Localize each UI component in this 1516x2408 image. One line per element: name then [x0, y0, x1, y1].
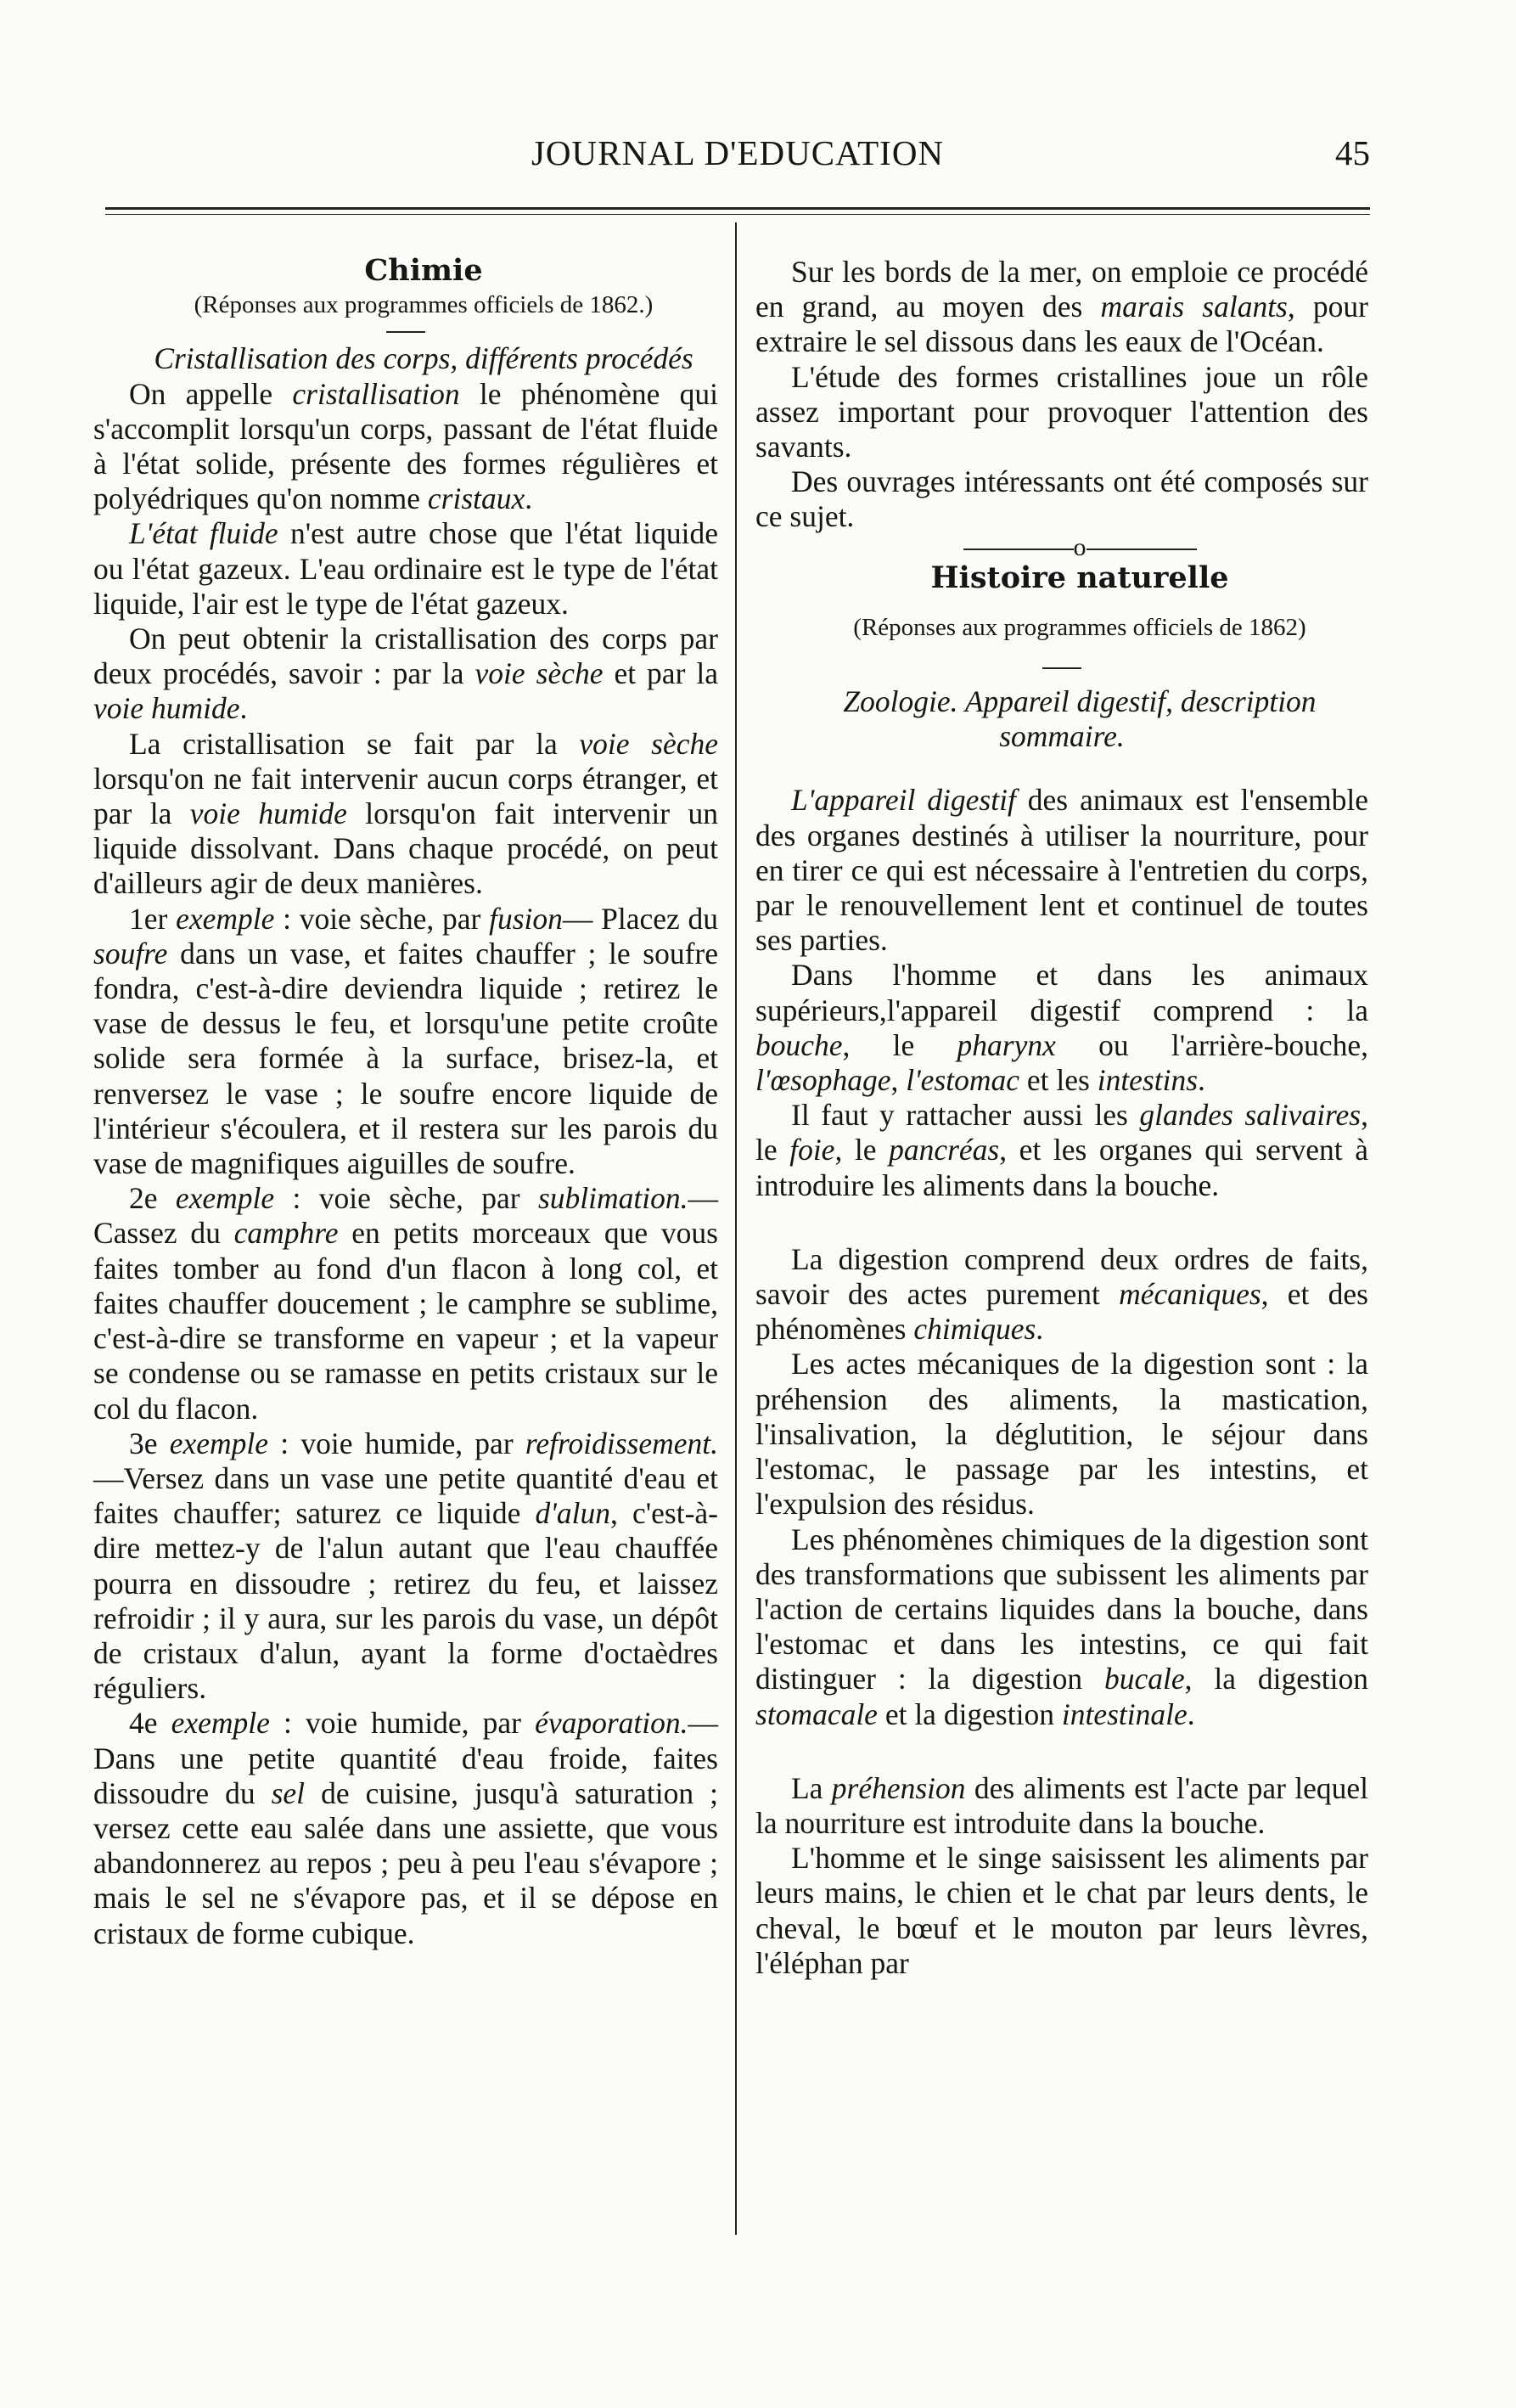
text-run: — Cassez du [93, 1181, 718, 1251]
source-note: (Réponses aux programmes officiels de 1862.) [194, 291, 654, 319]
text-run: , et des phénomènes [755, 1277, 1368, 1347]
page-number: 45 [1335, 133, 1370, 172]
paragraph [755, 1347, 1368, 1522]
paragraph [755, 255, 1368, 360]
italic-term: foie [789, 1133, 835, 1167]
article-body [93, 377, 718, 1951]
paragraph [755, 1841, 1368, 1981]
italic-term: d'alun [535, 1496, 611, 1531]
text-run: : voie humide, par [268, 1426, 525, 1460]
text-run: , le [755, 1098, 1368, 1167]
sub-heading: Cristallisation des corps, différents procédés [154, 341, 693, 376]
paragraph [755, 1771, 1368, 1841]
text-run: et les [1019, 1063, 1098, 1098]
text-run: ou l'arrière-bouche, [1055, 1027, 1368, 1062]
separator-glyph: o [1073, 532, 1086, 561]
italic-term: L'appareil digestif [791, 783, 1016, 818]
paragraph [755, 1522, 1368, 1732]
paragraph [755, 783, 1368, 958]
text-run: 1er [129, 901, 177, 936]
article-continuation [755, 255, 1368, 535]
text-run: 4e [129, 1706, 171, 1741]
text-run: n'est autre chose que l'état liquide ou l'état gazeux. L'eau ordinaire est le type de l'état liquide, l'air est le type de l'état gazeux. [93, 516, 718, 621]
italic-term: exemple [175, 1181, 275, 1216]
text-run: —Dans une petite quantité d'eau froide, faites dissoudre du [93, 1706, 718, 1810]
paragraph [93, 622, 718, 727]
italic-term: stomacale [755, 1696, 878, 1731]
italic-term: pharynx [957, 1027, 1056, 1062]
short-rule [386, 331, 425, 333]
text-run: dans un vase, et faites chauffer ; le soufre fondra, c'est-à-dire deviendra liquide ; retirez le vase de dessus le feu, et lorsqu'une petite croûte solide sera formée à la surface, brisez-la, et renversez le vase ; le soufre encore liquide de l'intérieur s'écoulera, et il restera sur les parois du vase de magnifiques aiguilles de soufre. [93, 936, 718, 1181]
italic-term: l'estomac [906, 1063, 1020, 1098]
text-run: — Placez du [562, 901, 718, 936]
text-run: 2e [129, 1181, 176, 1216]
text-run: . [525, 481, 533, 516]
italic-term: intestinale [1061, 1696, 1188, 1731]
italic-term: l'œsophage [755, 1063, 891, 1098]
paragraph [93, 902, 718, 1182]
text-run: , et les organes qui servent à introduire les aliments dans la bouche. [755, 1133, 1368, 1202]
paragraph [93, 727, 718, 902]
text-run: : voie humide, par [269, 1706, 536, 1741]
text-run: : voie sèche, par [274, 1181, 538, 1216]
section-separator [755, 532, 1368, 561]
text-run: , pour extraire le sel dissous dans les eaux de l'Océan. [755, 290, 1368, 359]
page-header [105, 127, 1370, 178]
text-run: . [1198, 1063, 1205, 1098]
text-run: lorsqu'on ne fait intervenir aucun corps étranger, et par la [93, 761, 718, 831]
paragraph [755, 360, 1368, 465]
paragraph [755, 464, 1368, 534]
paragraph [93, 1181, 718, 1426]
section-title-histoire-naturelle: Histoire naturelle [930, 560, 1229, 595]
text-run: 3e [129, 1426, 170, 1460]
text-run: La digestion comprend deux ordres de faits, savoir des actes purement [755, 1241, 1368, 1312]
left-column [93, 253, 718, 1951]
italic-term: voie sèche [474, 656, 604, 691]
paragraph [93, 516, 718, 622]
text-run: lorsqu'on fait intervenir un liquide dissolvant. Dans chaque procédé, on peut d'ailleurs agir de deux manières. [93, 796, 718, 901]
article-body [755, 1771, 1368, 1981]
italic-term: bouche [755, 1027, 843, 1062]
italic-term: chimiques [913, 1312, 1036, 1347]
text-run: et par la [603, 656, 718, 691]
sub-heading: Zoologie. Appareil digestif, description sommaire. [843, 684, 1317, 754]
italic-term: cristaux [427, 481, 525, 516]
header-rule [105, 207, 1370, 215]
source-note: (Réponses aux programmes officiels de 1862) [853, 613, 1306, 641]
italic-term: glandes salivaires [1139, 1098, 1362, 1133]
short-rule [1042, 667, 1081, 669]
article-body [755, 1242, 1368, 1732]
paragraph [93, 377, 718, 517]
paragraph [93, 1706, 718, 1950]
italic-term: exemple [171, 1706, 270, 1741]
text-run: Sur les bords de la mer, on emploie ce procédé en grand, au moyen des [755, 255, 1368, 324]
italic-term: fusion [489, 901, 563, 936]
italic-term: L'état fluide [129, 516, 278, 551]
section-title-chimie: Chimie [364, 253, 483, 288]
separator-line [963, 549, 1074, 550]
text-run: , [890, 1063, 907, 1098]
italic-term: pancréas [889, 1133, 1000, 1167]
italic-term: voie humide [189, 796, 347, 831]
text-run: La [791, 1770, 832, 1805]
paragraph [755, 1242, 1368, 1347]
text-run: L'homme et le singe saisissent les aliments par leurs mains, le chien et le chat par leurs dents, le cheval, le bœuf et le mouton par leurs lèvres, l'éléphan par [755, 1841, 1368, 1980]
text-run: Il faut y rattacher aussi les [791, 1098, 1140, 1133]
text-run: , le [842, 1027, 957, 1062]
text-run: Des ouvrages intéressants ont été composés sur ce sujet. [755, 464, 1368, 534]
text-run: en petits morceaux que vous faites tomber au fond d'un flacon à long col, et faites chauffer doucement ; le camphre se sublime, c'est-à-dire se transforme en vapeur ; et la vapeur se condense ou se ramasse en petits cristaux sur le col du flacon. [93, 1216, 718, 1426]
text-run: : voie sèche, par [274, 901, 490, 936]
italic-term: cristallisation [292, 376, 460, 411]
text-run: et la digestion [877, 1696, 1062, 1731]
text-run: le phénomène qui s'accomplit lorsqu'un corps, passant de l'état fluide à l'état solide, présente des formes régulières et polyédriques qu'on nomme [93, 376, 718, 516]
text-run: des aliments est l'acte par lequel la nourriture est introduite dans la bouche. [755, 1770, 1368, 1840]
text-run: La cristallisation se fait par la [129, 726, 580, 761]
italic-term: préhension [831, 1770, 966, 1805]
text-run: , le [834, 1133, 890, 1167]
text-run: , la digestion [1184, 1662, 1368, 1696]
italic-term: intestins [1097, 1063, 1199, 1098]
text-run: On appelle [129, 376, 293, 411]
text-run: Les phénomènes chimiques de la digestion sont des transformations que subissent les aliments par l'action de certains liquides dans la bouche, dans l'estomac et dans les intestins, ce qui fait distinguer : la digestion [755, 1522, 1368, 1696]
italic-term: voie sèche [579, 726, 718, 761]
italic-term: exemple [169, 1426, 269, 1460]
italic-term: camphre [233, 1216, 339, 1251]
italic-term: soufre [93, 936, 168, 971]
italic-term: évaporation. [535, 1706, 688, 1741]
italic-term: bucale [1104, 1662, 1185, 1696]
italic-term: sel [271, 1775, 306, 1810]
italic-term: voie humide [93, 691, 240, 726]
text-run: Les actes mécaniques de la digestion sont : la préhension des aliments, la mastication, l'insalivation, la déglutition, le séjour dans l'estomac, le passage par les intestins, et l'expulsion des résidus. [755, 1347, 1368, 1522]
column-divider [735, 222, 737, 2235]
italic-term: exemple [176, 901, 275, 936]
text-run: , c'est-à-dire mettez-y de l'alun autant que l'eau chauffée pourra en dissoudre ; retirez du feu, et laissez refroidir ; il y aura, sur les parois du vase, un dépôt de cristaux d'alun, ayant la forme d'octaèdres réguliers. [93, 1496, 718, 1706]
article-body [755, 783, 1368, 1202]
italic-term: sublimation. [537, 1181, 688, 1216]
paragraph [755, 1098, 1368, 1203]
paragraph [93, 1426, 718, 1707]
running-title: JOURNAL D'EDUCATION [531, 133, 945, 172]
text-run: des animaux est l'ensemble des organes destinés à utiliser la nourriture, pour en tirer ce qui est nécessaire à l'entretien du corps, par le renouvellement lent et continuel de toutes ses parties. [755, 783, 1368, 958]
italic-term: refroidissement. [525, 1426, 718, 1460]
italic-term: marais salants [1100, 290, 1288, 324]
text-run: . [1036, 1312, 1044, 1347]
text-run: . [1187, 1696, 1195, 1731]
text-run: Dans l'homme et dans les animaux supérieurs,l'appareil digestif comprend : la [755, 958, 1368, 1027]
text-run: . [239, 691, 248, 726]
text-run: On peut obtenir la cristallisation des corps par deux procédés, savoir : par la [93, 622, 718, 691]
italic-term: mécaniques [1119, 1277, 1261, 1312]
separator-line [1086, 549, 1197, 550]
paragraph [755, 958, 1368, 1098]
text-run: L'étude des formes cristallines joue un rôle assez important pour provoquer l'attention des savants. [755, 359, 1368, 464]
text-run: de cuisine, jusqu'à saturation ; versez cette eau salée dans une assiette, que vous abandonnerez au repos ; peu à peu l'eau s'évapore ; mais le sel ne s'évapore pas, et il se dépose en cristaux de forme cubique. [93, 1775, 718, 1950]
text-run: —Versez dans un vase une petite quantité d'eau et faites chauffer; saturez ce liquide [93, 1460, 718, 1531]
right-column [755, 255, 1368, 1981]
